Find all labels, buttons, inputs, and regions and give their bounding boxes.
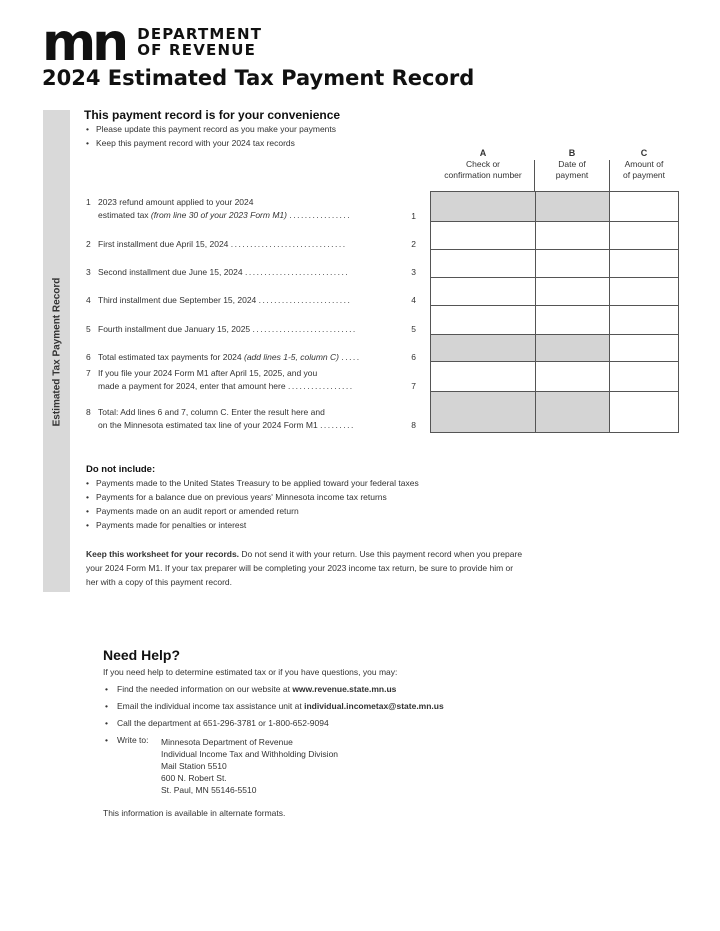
column-header-b bbox=[536, 148, 608, 181]
list-item bbox=[105, 701, 444, 718]
line-end-number: 6 bbox=[411, 352, 416, 362]
grid-cell-1c[interactable] bbox=[610, 192, 679, 222]
line-end-number: 5 bbox=[411, 324, 416, 334]
alternate-formats-note: This information is available in alternate formats. bbox=[103, 808, 286, 818]
line-number: 6 bbox=[86, 352, 91, 362]
line-5 bbox=[86, 323, 416, 336]
line-number: 3 bbox=[86, 267, 91, 277]
line-text bbox=[98, 294, 398, 307]
grid-cell-6a bbox=[431, 335, 536, 362]
line-text bbox=[98, 406, 398, 432]
line-text bbox=[98, 323, 398, 336]
leader-dots: ................. bbox=[287, 381, 354, 391]
leader-dots: ......... bbox=[320, 420, 355, 430]
grid-cell-8c[interactable] bbox=[610, 392, 679, 433]
column-letter: B bbox=[568, 148, 576, 158]
list-item: • Payments made to the United States Treasury to be applied toward your federal taxes bbox=[86, 478, 419, 492]
column-label: Date of bbox=[558, 159, 586, 169]
address-line: Individual Income Tax and Withholding Division bbox=[161, 749, 339, 759]
address-line: Minnesota Department of Revenue bbox=[161, 737, 293, 747]
line-text-plain: on the Minnesota estimated tax line of your 2024 Form M1 bbox=[98, 420, 321, 430]
mailing-address bbox=[161, 736, 338, 796]
side-tab-label: Estimated Tax Payment Record bbox=[51, 277, 63, 427]
line-text bbox=[98, 351, 398, 364]
header-divider bbox=[534, 160, 535, 191]
list-item: • Please update this payment record as you make your payments bbox=[86, 124, 336, 138]
column-letter: C bbox=[640, 148, 648, 158]
line-text-plain: Total estimated tax payments for 2024 bbox=[98, 352, 244, 362]
line-number: 8 bbox=[86, 407, 91, 417]
line-text-plain: made a payment for 2024, enter that amount here bbox=[98, 381, 288, 391]
list-item: • Call the department at 651-296-3781 or 1-800-652-9094 bbox=[105, 718, 444, 735]
line-number: 7 bbox=[86, 368, 91, 378]
line-text-1: Fourth installment due January 15, 2025 bbox=[98, 324, 251, 334]
address-line: 600 N. Robert St. bbox=[161, 773, 227, 783]
line-end-number: 3 bbox=[411, 267, 416, 277]
list-item: • Payments made on an audit report or amended return bbox=[86, 506, 419, 520]
logo-line-1: DEPARTMENT bbox=[137, 25, 263, 43]
mn-logo-mark: mn bbox=[42, 26, 126, 60]
line-3 bbox=[86, 266, 416, 279]
grid-cell-3c[interactable] bbox=[610, 250, 679, 278]
line-text-1: Third installment due September 15, 2024 bbox=[98, 295, 257, 305]
line-text-1: If you file your 2024 Form M1 after April 15, 2025, and you bbox=[98, 368, 318, 378]
list-item: • Payments for a balance due on previous years' Minnesota income tax returns bbox=[86, 492, 419, 506]
column-header-a bbox=[434, 148, 532, 181]
mn-revenue-logo bbox=[42, 26, 262, 60]
column-label: Amount of bbox=[624, 159, 664, 169]
grid-cell-1a bbox=[431, 192, 536, 222]
address-line: Mail Station 5510 bbox=[161, 761, 227, 771]
line-number: 4 bbox=[86, 295, 91, 305]
line-7 bbox=[86, 367, 416, 393]
leader-dots: ................ bbox=[289, 210, 352, 220]
page-title: 2024 Estimated Tax Payment Record bbox=[42, 66, 475, 90]
column-label: of payment bbox=[622, 170, 666, 180]
logo-wordmark bbox=[137, 26, 262, 58]
grid-cell-5b[interactable] bbox=[536, 306, 610, 335]
line-text-italic: (add lines 1-5, column C) bbox=[244, 352, 339, 362]
line-text-2 bbox=[98, 209, 398, 222]
keep-note-bold: Keep this worksheet for your records. bbox=[86, 549, 240, 559]
grid-cell-4c[interactable] bbox=[610, 278, 679, 306]
line-2 bbox=[86, 238, 416, 251]
need-help-heading: Need Help? bbox=[103, 647, 181, 663]
leader-dots: ........................... bbox=[244, 267, 350, 277]
line-text bbox=[98, 266, 398, 279]
column-label: confirmation number bbox=[444, 170, 522, 180]
line-end-number: 8 bbox=[411, 420, 416, 430]
line-4 bbox=[86, 294, 416, 307]
line-text bbox=[98, 367, 398, 393]
line-text bbox=[98, 238, 398, 251]
column-label: payment bbox=[555, 170, 589, 180]
line-number: 5 bbox=[86, 324, 91, 334]
line-text-1: Total: Add lines 6 and 7, column C. Enter the result here and bbox=[98, 407, 325, 417]
line-end-number: 7 bbox=[411, 381, 416, 391]
column-letter: A bbox=[479, 148, 487, 158]
line-text-2 bbox=[98, 419, 398, 432]
line-1 bbox=[86, 196, 416, 223]
column-header-c bbox=[609, 148, 679, 181]
do-not-include-heading: Do not include: bbox=[86, 464, 156, 475]
write-label: Write to: bbox=[117, 735, 149, 745]
do-not-include-list bbox=[86, 478, 419, 534]
line-text-plain: estimated tax bbox=[98, 210, 151, 220]
website-text: Find the needed information on our website at bbox=[117, 684, 293, 694]
convenience-heading: This payment record is for your convenience bbox=[84, 108, 341, 122]
list-item bbox=[105, 684, 444, 701]
leader-dots: ........................... bbox=[252, 324, 357, 334]
grid-cell-7c[interactable] bbox=[610, 362, 679, 392]
logo-line-2: OF REVENUE bbox=[137, 41, 257, 59]
grid-cell-8b bbox=[536, 392, 610, 433]
line-number: 2 bbox=[86, 239, 91, 249]
grid-cell-5a[interactable] bbox=[431, 306, 536, 335]
keep-worksheet-note bbox=[86, 547, 526, 589]
line-text-italic: (from line 30 of your 2023 Form M1) bbox=[150, 210, 287, 220]
line-text bbox=[98, 196, 398, 222]
need-help-intro: If you need help to determine estimated tax or if you have questions, you may: bbox=[103, 667, 398, 677]
email-link[interactable]: individual.incometax@state.mn.us bbox=[304, 701, 444, 711]
keep-note-text: Do not send it with your return. Use this payment record when you prepare your 2024 Form M1. If your tax preparer will be completing your 2023 income tax return, be sure to provide him or her with a copy of this payment record. bbox=[86, 549, 523, 587]
grid-cell-2b[interactable] bbox=[536, 222, 610, 250]
line-6 bbox=[86, 351, 416, 364]
grid-cell-6b bbox=[536, 335, 610, 362]
grid-cell-6c[interactable] bbox=[610, 335, 679, 362]
header-divider bbox=[609, 160, 610, 191]
leader-dots: ........................ bbox=[258, 295, 352, 305]
line-end-number: 4 bbox=[411, 295, 416, 305]
grid-cell-4b[interactable] bbox=[536, 278, 610, 306]
convenience-list bbox=[86, 124, 336, 152]
line-8 bbox=[86, 406, 416, 432]
address-line: St. Paul, MN 55146-5510 bbox=[161, 785, 257, 795]
grid-cell-2c[interactable] bbox=[610, 222, 679, 250]
line-text-2 bbox=[98, 380, 398, 393]
grid-cell-5c[interactable] bbox=[610, 306, 679, 335]
line-text-1: 2023 refund amount applied to your 2024 bbox=[98, 197, 254, 207]
grid-cell-7a[interactable] bbox=[431, 362, 536, 392]
leader-dots: .............................. bbox=[230, 239, 347, 249]
email-text: Email the individual income tax assistance unit at bbox=[117, 701, 305, 711]
grid-cell-3a[interactable] bbox=[431, 250, 536, 278]
leader-dots: ..... bbox=[341, 352, 361, 362]
payment-grid bbox=[430, 191, 679, 433]
column-label: Check or bbox=[465, 159, 500, 169]
grid-cell-4a[interactable] bbox=[431, 278, 536, 306]
line-number: 1 bbox=[86, 197, 91, 207]
line-text-1: Second installment due June 15, 2024 bbox=[98, 267, 243, 277]
website-link[interactable]: www.revenue.state.mn.us bbox=[292, 684, 397, 694]
grid-cell-7b[interactable] bbox=[536, 362, 610, 392]
grid-cell-3b[interactable] bbox=[536, 250, 610, 278]
list-item: • Payments made for penalties or interest bbox=[86, 520, 419, 534]
line-end-number: 1 bbox=[411, 211, 416, 221]
grid-cell-2a[interactable] bbox=[431, 222, 536, 250]
list-item: • Keep this payment record with your 2024 tax records bbox=[86, 138, 336, 152]
grid-cell-1b bbox=[536, 192, 610, 222]
grid-cell-8a bbox=[431, 392, 536, 433]
line-text-1: First installment due April 15, 2024 bbox=[98, 239, 229, 249]
line-end-number: 2 bbox=[411, 239, 416, 249]
